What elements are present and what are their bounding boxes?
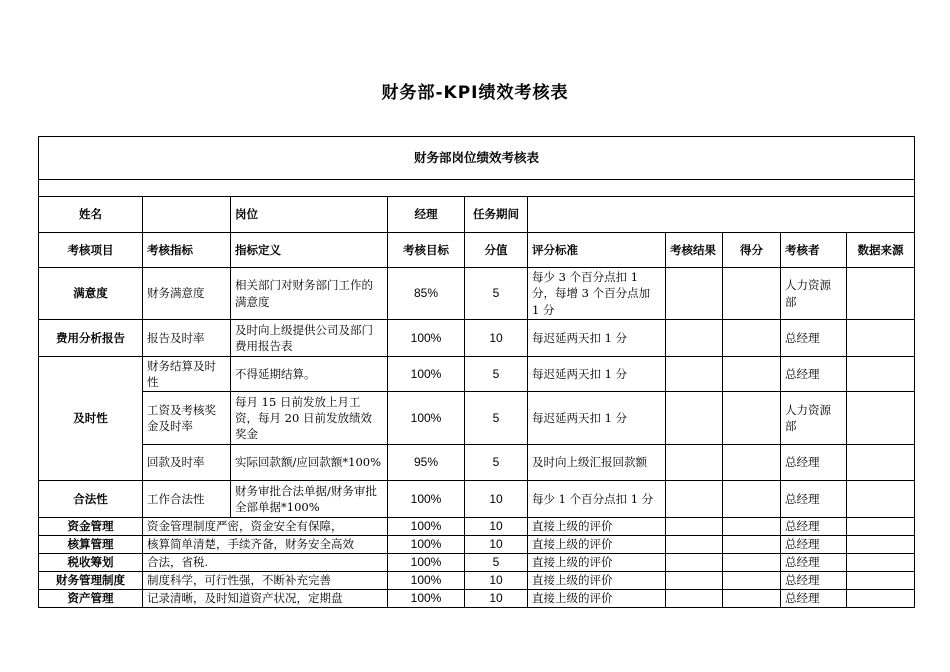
points-cell (723, 518, 781, 536)
assessor-cell: 总经理 (781, 590, 847, 608)
header-cell: 评分标准 (528, 233, 666, 268)
position-value: 经理 (388, 197, 465, 233)
target-cell: 95% (388, 445, 465, 481)
indicator-cell: 财务满意度 (143, 268, 231, 320)
source-cell (847, 392, 915, 445)
score-cell: 10 (465, 518, 528, 536)
indicator-cell: 工资及考核奖金及时率 (143, 392, 231, 445)
points-cell (723, 392, 781, 445)
result-cell (666, 320, 723, 357)
item-cell: 及时性 (39, 357, 143, 481)
name-label: 姓名 (39, 197, 143, 233)
assessor-cell: 人力资源部 (781, 268, 847, 320)
score-cell: 10 (465, 572, 528, 590)
indicator-cell: 制度科学，可行性强，不断补充完善 (143, 572, 388, 590)
assessor-cell: 总经理 (781, 481, 847, 518)
standard-cell: 每少 1 个百分点扣 1 分 (528, 481, 666, 518)
standard-cell: 每少 3 个百分点扣 1 分，每增 3 个百分点加 1 分 (528, 268, 666, 320)
definition-cell: 及时向上级提供公司及部门费用报告表 (231, 320, 388, 357)
table-row (39, 268, 915, 320)
table-title: 财务部岗位绩效考核表 (39, 137, 915, 180)
target-cell: 100% (388, 536, 465, 554)
score-cell: 5 (465, 392, 528, 445)
definition-cell: 财务审批合法单据/财务审批全部单据*100% (231, 481, 388, 518)
definition-cell: 相关部门对财务部门工作的满意度 (231, 268, 388, 320)
target-cell: 100% (388, 554, 465, 572)
points-cell (723, 554, 781, 572)
indicator-cell: 财务结算及时性 (143, 357, 231, 392)
target-cell: 100% (388, 481, 465, 518)
result-cell (666, 481, 723, 518)
score-cell: 10 (465, 590, 528, 608)
standard-cell: 直接上级的评价 (528, 590, 666, 608)
score-cell: 10 (465, 536, 528, 554)
result-cell (666, 268, 723, 320)
result-cell (666, 536, 723, 554)
table-row (39, 536, 915, 554)
score-cell: 10 (465, 320, 528, 357)
score-cell: 5 (465, 554, 528, 572)
period-label: 任务期间 (465, 197, 528, 233)
header-cell: 考核结果 (666, 233, 723, 268)
result-cell (666, 518, 723, 536)
position-label: 岗位 (231, 197, 388, 233)
table-row (39, 554, 915, 572)
table-row (39, 392, 915, 445)
indicator-cell: 记录清晰，及时知道资产状况，定期盘 (143, 590, 388, 608)
assessor-cell: 总经理 (781, 572, 847, 590)
header-row (39, 233, 915, 268)
points-cell (723, 320, 781, 357)
points-cell (723, 536, 781, 554)
item-cell: 费用分析报告 (39, 320, 143, 357)
source-cell (847, 536, 915, 554)
header-cell: 考核指标 (143, 233, 231, 268)
table-row (39, 320, 915, 357)
header-cell: 考核目标 (388, 233, 465, 268)
points-cell (723, 572, 781, 590)
points-cell (723, 590, 781, 608)
result-cell (666, 392, 723, 445)
points-cell (723, 357, 781, 392)
standard-cell: 直接上级的评价 (528, 518, 666, 536)
table-row (39, 357, 915, 392)
standard-cell: 每迟延两天扣 1 分 (528, 392, 666, 445)
source-cell (847, 590, 915, 608)
kpi-table (38, 136, 915, 608)
table-title-row (39, 137, 915, 180)
indicator-cell: 回款及时率 (143, 445, 231, 481)
assessor-cell: 总经理 (781, 518, 847, 536)
item-cell: 资金管理 (39, 518, 143, 536)
blank-row (39, 180, 915, 197)
points-cell (723, 268, 781, 320)
definition-cell: 每月 15 日前发放上月工资，每月 20 日前发放绩效奖金 (231, 392, 388, 445)
score-cell: 5 (465, 268, 528, 320)
score-cell: 5 (465, 445, 528, 481)
source-cell (847, 268, 915, 320)
source-cell (847, 445, 915, 481)
item-cell: 资产管理 (39, 590, 143, 608)
source-cell (847, 320, 915, 357)
table-row (39, 572, 915, 590)
source-cell (847, 572, 915, 590)
info-row (39, 197, 915, 233)
source-cell (847, 357, 915, 392)
points-cell (723, 445, 781, 481)
table-row (39, 445, 915, 481)
standard-cell: 每迟延两天扣 1 分 (528, 320, 666, 357)
item-cell: 核算管理 (39, 536, 143, 554)
assessor-cell: 总经理 (781, 445, 847, 481)
target-cell: 100% (388, 357, 465, 392)
points-cell (723, 481, 781, 518)
result-cell (666, 572, 723, 590)
standard-cell: 直接上级的评价 (528, 554, 666, 572)
definition-cell: 实际回款额/应回款额*100% (231, 445, 388, 481)
item-cell: 合法性 (39, 481, 143, 518)
result-cell (666, 357, 723, 392)
item-cell: 税收筹划 (39, 554, 143, 572)
source-cell (847, 518, 915, 536)
header-cell: 考核项目 (39, 233, 143, 268)
source-cell (847, 481, 915, 518)
indicator-cell: 工作合法性 (143, 481, 231, 518)
source-cell (847, 554, 915, 572)
indicator-cell: 核算简单清楚，手续齐备，财务安全高效 (143, 536, 388, 554)
indicator-cell: 合法，省税. (143, 554, 388, 572)
score-cell: 5 (465, 357, 528, 392)
standard-cell: 直接上级的评价 (528, 572, 666, 590)
score-cell: 10 (465, 481, 528, 518)
assessor-cell: 总经理 (781, 536, 847, 554)
item-cell: 满意度 (39, 268, 143, 320)
standard-cell: 每迟延两天扣 1 分 (528, 357, 666, 392)
table-row (39, 518, 915, 536)
result-cell (666, 590, 723, 608)
header-cell: 数据来源 (847, 233, 915, 268)
target-cell: 100% (388, 320, 465, 357)
assessor-cell: 人力资源部 (781, 392, 847, 445)
document-title: 财务部-KPI绩效考核表 (381, 83, 569, 103)
standard-cell: 及时向上级汇报回款额 (528, 445, 666, 481)
target-cell: 100% (388, 590, 465, 608)
indicator-cell: 报告及时率 (143, 320, 231, 357)
header-cell: 考核者 (781, 233, 847, 268)
target-cell: 100% (388, 392, 465, 445)
assessor-cell: 总经理 (781, 554, 847, 572)
header-cell: 指标定义 (231, 233, 388, 268)
target-cell: 100% (388, 572, 465, 590)
period-value (528, 197, 915, 233)
name-value (143, 197, 231, 233)
item-cell: 财务管理制度 (39, 572, 143, 590)
indicator-cell: 资金管理制度严密，资金安全有保障， (143, 518, 388, 536)
assessor-cell: 总经理 (781, 357, 847, 392)
table-row (39, 590, 915, 608)
standard-cell: 直接上级的评价 (528, 536, 666, 554)
result-cell (666, 554, 723, 572)
assessor-cell: 总经理 (781, 320, 847, 357)
result-cell (666, 445, 723, 481)
header-cell: 分值 (465, 233, 528, 268)
table-row (39, 481, 915, 518)
header-cell: 得分 (723, 233, 781, 268)
definition-cell: 不得延期结算。 (231, 357, 388, 392)
target-cell: 85% (388, 268, 465, 320)
target-cell: 100% (388, 518, 465, 536)
blank-cell (39, 180, 915, 197)
